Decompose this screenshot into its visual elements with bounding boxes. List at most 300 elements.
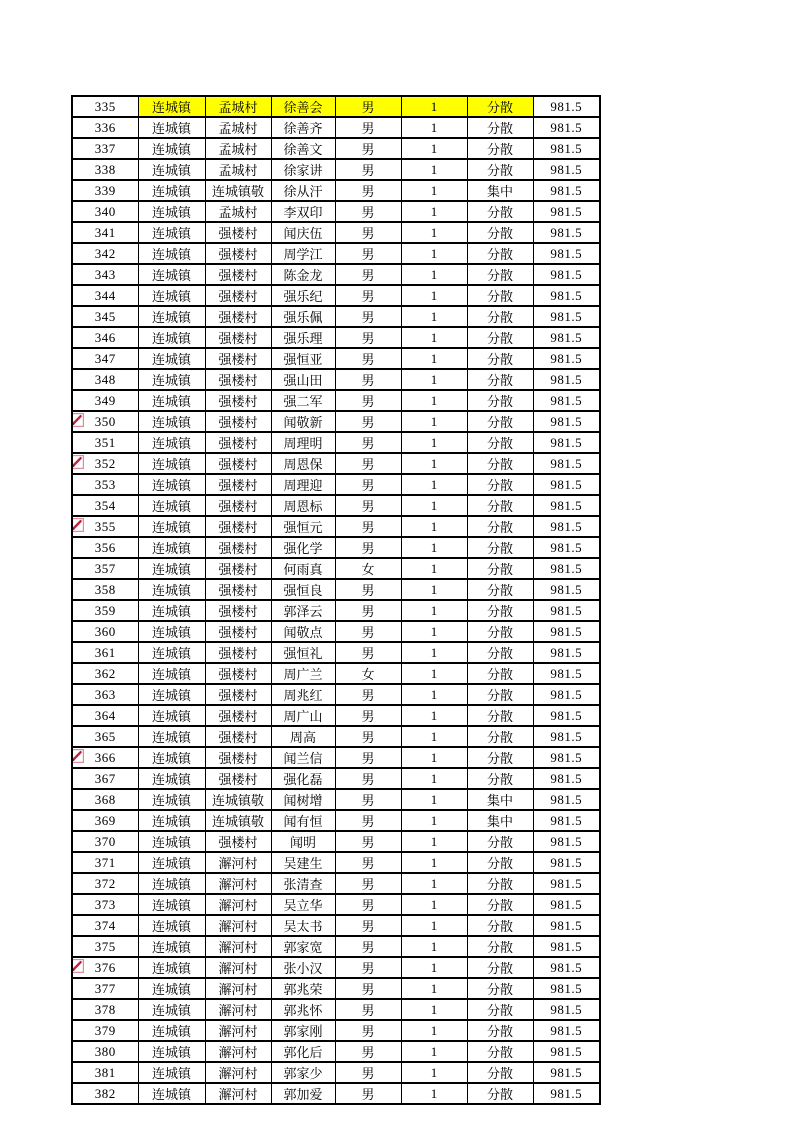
cell-town: 连城镇 bbox=[138, 999, 205, 1020]
cell-gender: 男 bbox=[335, 537, 401, 558]
cell-name: 郭家刚 bbox=[271, 1020, 335, 1041]
cell-name: 郭泽云 bbox=[271, 600, 335, 621]
cell-seq: 350 bbox=[72, 411, 138, 432]
cell-amount: 981.5 bbox=[533, 348, 600, 369]
cell-count: 1 bbox=[401, 768, 467, 789]
cell-support: 分散 bbox=[467, 1062, 533, 1083]
cell-village: 孟城村 bbox=[205, 117, 271, 138]
cell-seq: 341 bbox=[72, 222, 138, 243]
cell-village: 强楼村 bbox=[205, 306, 271, 327]
cell-gender: 男 bbox=[335, 453, 401, 474]
table-row bbox=[72, 369, 600, 390]
records-table-body bbox=[72, 96, 600, 1104]
cell-amount: 981.5 bbox=[533, 747, 600, 768]
cell-gender: 男 bbox=[335, 222, 401, 243]
cell-amount: 981.5 bbox=[533, 390, 600, 411]
cell-support: 分散 bbox=[467, 768, 533, 789]
cell-town: 连城镇 bbox=[138, 1020, 205, 1041]
cell-name: 李双印 bbox=[271, 201, 335, 222]
cell-village: 强楼村 bbox=[205, 831, 271, 852]
cell-count: 1 bbox=[401, 369, 467, 390]
table-row bbox=[72, 873, 600, 894]
cell-seq: 371 bbox=[72, 852, 138, 873]
cell-name: 强恒亚 bbox=[271, 348, 335, 369]
cell-amount: 981.5 bbox=[533, 495, 600, 516]
cell-support: 分散 bbox=[467, 222, 533, 243]
cell-village: 强楼村 bbox=[205, 474, 271, 495]
cell-name: 徐善文 bbox=[271, 138, 335, 159]
table-row bbox=[72, 306, 600, 327]
cell-amount: 981.5 bbox=[533, 621, 600, 642]
cell-town: 连城镇 bbox=[138, 1041, 205, 1062]
cell-gender: 男 bbox=[335, 684, 401, 705]
cell-amount: 981.5 bbox=[533, 516, 600, 537]
table-row bbox=[72, 894, 600, 915]
cell-support: 分散 bbox=[467, 621, 533, 642]
cell-name: 强化学 bbox=[271, 537, 335, 558]
cell-name: 周广山 bbox=[271, 705, 335, 726]
cell-count: 1 bbox=[401, 1020, 467, 1041]
table-row bbox=[72, 138, 600, 159]
cell-count: 1 bbox=[401, 264, 467, 285]
cell-amount: 981.5 bbox=[533, 306, 600, 327]
cell-seq: 382 bbox=[72, 1083, 138, 1104]
cell-town: 连城镇 bbox=[138, 684, 205, 705]
cell-seq: 346 bbox=[72, 327, 138, 348]
cell-count: 1 bbox=[401, 222, 467, 243]
cell-count: 1 bbox=[401, 327, 467, 348]
cell-gender: 男 bbox=[335, 747, 401, 768]
cell-amount: 981.5 bbox=[533, 117, 600, 138]
cell-support: 分散 bbox=[467, 999, 533, 1020]
cell-village: 强楼村 bbox=[205, 684, 271, 705]
cell-town: 连城镇 bbox=[138, 453, 205, 474]
cell-town: 连城镇 bbox=[138, 537, 205, 558]
cell-support: 分散 bbox=[467, 537, 533, 558]
cell-gender: 男 bbox=[335, 432, 401, 453]
cell-seq: 378 bbox=[72, 999, 138, 1020]
cell-seq: 355 bbox=[72, 516, 138, 537]
cell-count: 1 bbox=[401, 516, 467, 537]
cell-village: 强楼村 bbox=[205, 726, 271, 747]
cell-gender: 男 bbox=[335, 726, 401, 747]
cell-amount: 981.5 bbox=[533, 642, 600, 663]
red-pencil-marker-icon bbox=[72, 959, 84, 973]
table-row bbox=[72, 852, 600, 873]
cell-amount: 981.5 bbox=[533, 243, 600, 264]
cell-name: 闻树增 bbox=[271, 789, 335, 810]
table-row bbox=[72, 1062, 600, 1083]
cell-support: 分散 bbox=[467, 474, 533, 495]
cell-gender: 男 bbox=[335, 243, 401, 264]
cell-town: 连城镇 bbox=[138, 768, 205, 789]
cell-count: 1 bbox=[401, 138, 467, 159]
table-row bbox=[72, 600, 600, 621]
cell-town: 连城镇 bbox=[138, 1062, 205, 1083]
cell-support: 分散 bbox=[467, 327, 533, 348]
cell-gender: 男 bbox=[335, 96, 401, 117]
cell-count: 1 bbox=[401, 642, 467, 663]
cell-gender: 男 bbox=[335, 348, 401, 369]
cell-count: 1 bbox=[401, 684, 467, 705]
cell-count: 1 bbox=[401, 936, 467, 957]
cell-count: 1 bbox=[401, 96, 467, 117]
cell-village: 强楼村 bbox=[205, 432, 271, 453]
cell-seq: 344 bbox=[72, 285, 138, 306]
cell-name: 强恒元 bbox=[271, 516, 335, 537]
cell-town: 连城镇 bbox=[138, 831, 205, 852]
table-row bbox=[72, 201, 600, 222]
cell-village: 连城镇敬 bbox=[205, 180, 271, 201]
cell-seq: 353 bbox=[72, 474, 138, 495]
cell-village: 强楼村 bbox=[205, 348, 271, 369]
cell-seq: 351 bbox=[72, 432, 138, 453]
cell-name: 闻敬点 bbox=[271, 621, 335, 642]
cell-seq: 347 bbox=[72, 348, 138, 369]
table-row bbox=[72, 264, 600, 285]
cell-gender: 男 bbox=[335, 852, 401, 873]
cell-name: 周理迎 bbox=[271, 474, 335, 495]
cell-support: 分散 bbox=[467, 348, 533, 369]
cell-amount: 981.5 bbox=[533, 432, 600, 453]
cell-support: 分散 bbox=[467, 201, 533, 222]
cell-town: 连城镇 bbox=[138, 390, 205, 411]
cell-seq: 380 bbox=[72, 1041, 138, 1062]
cell-gender: 男 bbox=[335, 831, 401, 852]
table-row bbox=[72, 96, 600, 117]
cell-support: 分散 bbox=[467, 978, 533, 999]
cell-count: 1 bbox=[401, 348, 467, 369]
cell-town: 连城镇 bbox=[138, 411, 205, 432]
cell-name: 郭加爱 bbox=[271, 1083, 335, 1104]
cell-amount: 981.5 bbox=[533, 852, 600, 873]
cell-gender: 男 bbox=[335, 642, 401, 663]
cell-gender: 男 bbox=[335, 1083, 401, 1104]
cell-seq: 338 bbox=[72, 159, 138, 180]
cell-count: 1 bbox=[401, 957, 467, 978]
cell-seq: 356 bbox=[72, 537, 138, 558]
cell-town: 连城镇 bbox=[138, 138, 205, 159]
table-row bbox=[72, 558, 600, 579]
cell-seq: 381 bbox=[72, 1062, 138, 1083]
table-row bbox=[72, 579, 600, 600]
cell-village: 澥河村 bbox=[205, 936, 271, 957]
cell-name: 强恒良 bbox=[271, 579, 335, 600]
cell-count: 1 bbox=[401, 537, 467, 558]
cell-amount: 981.5 bbox=[533, 705, 600, 726]
cell-count: 1 bbox=[401, 978, 467, 999]
cell-seq: 349 bbox=[72, 390, 138, 411]
cell-village: 强楼村 bbox=[205, 495, 271, 516]
cell-name: 周理明 bbox=[271, 432, 335, 453]
cell-town: 连城镇 bbox=[138, 600, 205, 621]
table-row bbox=[72, 411, 600, 432]
cell-town: 连城镇 bbox=[138, 558, 205, 579]
cell-support: 分散 bbox=[467, 453, 533, 474]
cell-gender: 男 bbox=[335, 411, 401, 432]
cell-town: 连城镇 bbox=[138, 180, 205, 201]
cell-seq: 360 bbox=[72, 621, 138, 642]
cell-amount: 981.5 bbox=[533, 999, 600, 1020]
cell-gender: 男 bbox=[335, 474, 401, 495]
cell-amount: 981.5 bbox=[533, 369, 600, 390]
cell-count: 1 bbox=[401, 999, 467, 1020]
cell-gender: 男 bbox=[335, 705, 401, 726]
cell-town: 连城镇 bbox=[138, 978, 205, 999]
cell-name: 郭家宽 bbox=[271, 936, 335, 957]
cell-amount: 981.5 bbox=[533, 453, 600, 474]
cell-name: 徐家讲 bbox=[271, 159, 335, 180]
cell-village: 澥河村 bbox=[205, 999, 271, 1020]
cell-count: 1 bbox=[401, 453, 467, 474]
cell-count: 1 bbox=[401, 726, 467, 747]
cell-amount: 981.5 bbox=[533, 831, 600, 852]
cell-name: 徐善会 bbox=[271, 96, 335, 117]
cell-town: 连城镇 bbox=[138, 957, 205, 978]
cell-town: 连城镇 bbox=[138, 306, 205, 327]
cell-name: 强乐纪 bbox=[271, 285, 335, 306]
cell-support: 集中 bbox=[467, 180, 533, 201]
cell-amount: 981.5 bbox=[533, 726, 600, 747]
cell-count: 1 bbox=[401, 873, 467, 894]
table-row bbox=[72, 810, 600, 831]
cell-name: 周广兰 bbox=[271, 663, 335, 684]
cell-seq: 368 bbox=[72, 789, 138, 810]
cell-name: 张清查 bbox=[271, 873, 335, 894]
cell-count: 1 bbox=[401, 243, 467, 264]
cell-town: 连城镇 bbox=[138, 726, 205, 747]
cell-gender: 女 bbox=[335, 558, 401, 579]
cell-gender: 男 bbox=[335, 600, 401, 621]
cell-amount: 981.5 bbox=[533, 201, 600, 222]
cell-village: 连城镇敬 bbox=[205, 810, 271, 831]
cell-seq: 369 bbox=[72, 810, 138, 831]
cell-town: 连城镇 bbox=[138, 348, 205, 369]
cell-gender: 男 bbox=[335, 999, 401, 1020]
cell-count: 1 bbox=[401, 411, 467, 432]
cell-name: 吴立华 bbox=[271, 894, 335, 915]
cell-seq: 335 bbox=[72, 96, 138, 117]
cell-town: 连城镇 bbox=[138, 852, 205, 873]
cell-count: 1 bbox=[401, 180, 467, 201]
cell-town: 连城镇 bbox=[138, 285, 205, 306]
cell-name: 张小汉 bbox=[271, 957, 335, 978]
table-row bbox=[72, 936, 600, 957]
cell-village: 连城镇敬 bbox=[205, 789, 271, 810]
cell-support: 分散 bbox=[467, 159, 533, 180]
table-row bbox=[72, 348, 600, 369]
cell-village: 强楼村 bbox=[205, 663, 271, 684]
cell-village: 强楼村 bbox=[205, 369, 271, 390]
table-row bbox=[72, 327, 600, 348]
cell-seq: 337 bbox=[72, 138, 138, 159]
table-row bbox=[72, 684, 600, 705]
table-row bbox=[72, 159, 600, 180]
cell-amount: 981.5 bbox=[533, 411, 600, 432]
cell-amount: 981.5 bbox=[533, 768, 600, 789]
cell-support: 分散 bbox=[467, 705, 533, 726]
records-table bbox=[71, 95, 601, 1105]
cell-support: 分散 bbox=[467, 369, 533, 390]
cell-seq: 339 bbox=[72, 180, 138, 201]
cell-amount: 981.5 bbox=[533, 222, 600, 243]
cell-village: 强楼村 bbox=[205, 285, 271, 306]
cell-support: 分散 bbox=[467, 684, 533, 705]
cell-amount: 981.5 bbox=[533, 957, 600, 978]
cell-amount: 981.5 bbox=[533, 873, 600, 894]
cell-town: 连城镇 bbox=[138, 117, 205, 138]
cell-seq: 364 bbox=[72, 705, 138, 726]
cell-village: 强楼村 bbox=[205, 390, 271, 411]
cell-seq: 357 bbox=[72, 558, 138, 579]
cell-support: 分散 bbox=[467, 411, 533, 432]
cell-amount: 981.5 bbox=[533, 96, 600, 117]
cell-count: 1 bbox=[401, 1062, 467, 1083]
cell-village: 强楼村 bbox=[205, 705, 271, 726]
cell-count: 1 bbox=[401, 579, 467, 600]
cell-amount: 981.5 bbox=[533, 1020, 600, 1041]
cell-amount: 981.5 bbox=[533, 579, 600, 600]
cell-seq: 370 bbox=[72, 831, 138, 852]
cell-name: 闻敬新 bbox=[271, 411, 335, 432]
table-row bbox=[72, 978, 600, 999]
red-pencil-marker-icon bbox=[72, 413, 84, 427]
cell-village: 澥河村 bbox=[205, 978, 271, 999]
cell-name: 闻庆伍 bbox=[271, 222, 335, 243]
table-row bbox=[72, 642, 600, 663]
cell-gender: 男 bbox=[335, 117, 401, 138]
cell-support: 分散 bbox=[467, 936, 533, 957]
cell-gender: 男 bbox=[335, 516, 401, 537]
cell-seq: 343 bbox=[72, 264, 138, 285]
cell-seq: 352 bbox=[72, 453, 138, 474]
cell-count: 1 bbox=[401, 201, 467, 222]
cell-town: 连城镇 bbox=[138, 327, 205, 348]
cell-name: 何雨真 bbox=[271, 558, 335, 579]
cell-gender: 男 bbox=[335, 159, 401, 180]
cell-name: 强乐理 bbox=[271, 327, 335, 348]
table-row bbox=[72, 1083, 600, 1104]
cell-count: 1 bbox=[401, 831, 467, 852]
cell-town: 连城镇 bbox=[138, 474, 205, 495]
table-row bbox=[72, 285, 600, 306]
cell-amount: 981.5 bbox=[533, 789, 600, 810]
cell-town: 连城镇 bbox=[138, 810, 205, 831]
cell-gender: 男 bbox=[335, 285, 401, 306]
cell-gender: 男 bbox=[335, 1041, 401, 1062]
cell-amount: 981.5 bbox=[533, 600, 600, 621]
cell-count: 1 bbox=[401, 894, 467, 915]
table-row bbox=[72, 117, 600, 138]
cell-seq: 354 bbox=[72, 495, 138, 516]
cell-count: 1 bbox=[401, 432, 467, 453]
cell-support: 分散 bbox=[467, 432, 533, 453]
cell-town: 连城镇 bbox=[138, 915, 205, 936]
cell-name: 徐从汗 bbox=[271, 180, 335, 201]
cell-seq: 358 bbox=[72, 579, 138, 600]
cell-support: 集中 bbox=[467, 789, 533, 810]
cell-amount: 981.5 bbox=[533, 474, 600, 495]
cell-gender: 男 bbox=[335, 579, 401, 600]
cell-gender: 男 bbox=[335, 495, 401, 516]
cell-count: 1 bbox=[401, 663, 467, 684]
cell-amount: 981.5 bbox=[533, 264, 600, 285]
cell-name: 吴太书 bbox=[271, 915, 335, 936]
cell-name: 吴建生 bbox=[271, 852, 335, 873]
cell-town: 连城镇 bbox=[138, 201, 205, 222]
cell-support: 分散 bbox=[467, 285, 533, 306]
table-row bbox=[72, 243, 600, 264]
cell-name: 强二军 bbox=[271, 390, 335, 411]
cell-amount: 981.5 bbox=[533, 894, 600, 915]
cell-seq: 373 bbox=[72, 894, 138, 915]
cell-town: 连城镇 bbox=[138, 243, 205, 264]
cell-village: 澥河村 bbox=[205, 1041, 271, 1062]
cell-name: 闻兰信 bbox=[271, 747, 335, 768]
cell-village: 澥河村 bbox=[205, 1083, 271, 1104]
cell-support: 分散 bbox=[467, 1041, 533, 1062]
cell-seq: 345 bbox=[72, 306, 138, 327]
cell-amount: 981.5 bbox=[533, 915, 600, 936]
cell-support: 分散 bbox=[467, 390, 533, 411]
cell-village: 强楼村 bbox=[205, 453, 271, 474]
table-row bbox=[72, 747, 600, 768]
table-row bbox=[72, 726, 600, 747]
cell-village: 澥河村 bbox=[205, 915, 271, 936]
cell-support: 分散 bbox=[467, 663, 533, 684]
cell-seq: 366 bbox=[72, 747, 138, 768]
cell-village: 强楼村 bbox=[205, 537, 271, 558]
cell-gender: 男 bbox=[335, 327, 401, 348]
cell-village: 孟城村 bbox=[205, 138, 271, 159]
cell-count: 1 bbox=[401, 621, 467, 642]
table-row bbox=[72, 537, 600, 558]
cell-support: 分散 bbox=[467, 747, 533, 768]
cell-name: 郭家少 bbox=[271, 1062, 335, 1083]
cell-count: 1 bbox=[401, 915, 467, 936]
cell-village: 强楼村 bbox=[205, 621, 271, 642]
table-row bbox=[72, 705, 600, 726]
cell-amount: 981.5 bbox=[533, 138, 600, 159]
cell-amount: 981.5 bbox=[533, 978, 600, 999]
cell-count: 1 bbox=[401, 1041, 467, 1062]
cell-support: 分散 bbox=[467, 642, 533, 663]
cell-amount: 981.5 bbox=[533, 1083, 600, 1104]
cell-support: 分散 bbox=[467, 915, 533, 936]
cell-seq: 367 bbox=[72, 768, 138, 789]
table-row bbox=[72, 999, 600, 1020]
cell-village: 澥河村 bbox=[205, 1020, 271, 1041]
cell-seq: 340 bbox=[72, 201, 138, 222]
cell-gender: 男 bbox=[335, 369, 401, 390]
table-row bbox=[72, 915, 600, 936]
cell-village: 强楼村 bbox=[205, 411, 271, 432]
cell-town: 连城镇 bbox=[138, 159, 205, 180]
cell-gender: 男 bbox=[335, 768, 401, 789]
cell-village: 强楼村 bbox=[205, 579, 271, 600]
cell-gender: 男 bbox=[335, 789, 401, 810]
cell-name: 陈金龙 bbox=[271, 264, 335, 285]
cell-support: 分散 bbox=[467, 600, 533, 621]
red-pencil-marker-icon bbox=[72, 455, 84, 469]
cell-seq: 342 bbox=[72, 243, 138, 264]
cell-count: 1 bbox=[401, 390, 467, 411]
cell-village: 孟城村 bbox=[205, 96, 271, 117]
cell-town: 连城镇 bbox=[138, 96, 205, 117]
cell-count: 1 bbox=[401, 810, 467, 831]
cell-count: 1 bbox=[401, 159, 467, 180]
cell-village: 澥河村 bbox=[205, 873, 271, 894]
